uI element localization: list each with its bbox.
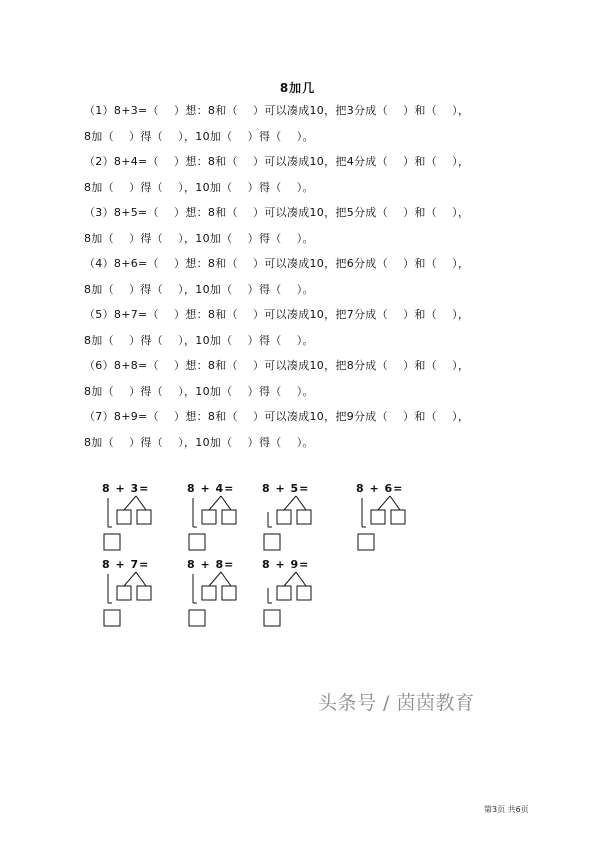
split-lines (124, 496, 146, 510)
decomposition-figure-5 (102, 558, 172, 628)
figure-equation: 8 + 9= (262, 558, 310, 571)
decomposition-figure-1 (102, 482, 172, 552)
decomposition-figure-4 (356, 482, 426, 552)
exercise-line-1b: 8加（ ）得（ ），10加（ ）得（ ）。 (84, 129, 314, 143)
answer-box-b (137, 510, 151, 524)
exercise-line-3b: 8加（ ）得（ ），10加（ ）得（ ）。 (84, 231, 314, 245)
figure-equation: 8 + 7= (102, 558, 150, 571)
exercise-line-6a: （6）8+8=（ ）想：8和（ ）可以凑成10，把8分成（ ）和（ ）， (84, 359, 470, 372)
page-footer: 第3页 共6页 (484, 805, 529, 814)
answer-box-a (117, 510, 131, 524)
figure-equation: 8 + 3= (102, 482, 150, 495)
figure-equation: 8 + 8= (187, 558, 235, 571)
exercise-line-1a: （1）8+3=（ ）想：8和（ ）可以凑成10，把3分成（ ）和（ ）， (84, 104, 470, 117)
split-diagram (102, 482, 172, 552)
figure-equation: 8 + 4= (187, 482, 235, 495)
exercise-line-3a: （3）8+5=（ ）想：8和（ ）可以凑成10，把5分成（ ）和（ ）， (84, 206, 470, 219)
split-diagram (187, 482, 257, 552)
exercise-line-7a: （7）8+9=（ ）想：8和（ ）可以凑成10，把9分成（ ）和（ ）， (84, 410, 470, 423)
exercise-line-2a: （2）8+4=（ ）想：8和（ ）可以凑成10，把4分成（ ）和（ ）， (84, 155, 470, 168)
figure-equation: 8 + 6= (356, 482, 404, 495)
exercise-line-7b: 8加（ ）得（ ），10加（ ）得（ ）。 (84, 435, 314, 449)
exercise-line-4b: 8加（ ）得（ ），10加（ ）得（ ）。 (84, 282, 314, 296)
exercise-line-6b: 8加（ ）得（ ），10加（ ）得（ ）。 (84, 384, 314, 398)
decomposition-figure-7 (262, 558, 332, 628)
exercise-line-2b: 8加（ ）得（ ），10加（ ）得（ ）。 (84, 180, 314, 194)
split-diagram (102, 558, 172, 628)
answer-box-result (104, 534, 120, 550)
split-diagram (262, 558, 332, 628)
exercise-line-5a: （5）8+7=（ ）想：8和（ ）可以凑成10，把7分成（ ）和（ ）， (84, 308, 470, 321)
worksheet-title: 8加几 (279, 81, 316, 95)
watermark-text: 头条号 / 茵茵教育 (318, 692, 475, 714)
figure-equation: 8 + 5= (262, 482, 310, 495)
decomposition-figure-2 (187, 482, 257, 552)
split-diagram (356, 482, 426, 552)
decomposition-figure-6 (187, 558, 257, 628)
split-diagram (262, 482, 332, 552)
exercise-line-5b: 8加（ ）得（ ），10加（ ）得（ ）。 (84, 333, 314, 347)
exercise-line-4a: （4）8+6=（ ）想：8和（ ）可以凑成10，把6分成（ ）和（ ）， (84, 257, 470, 270)
split-diagram (187, 558, 257, 628)
decomposition-figure-3 (262, 482, 332, 552)
